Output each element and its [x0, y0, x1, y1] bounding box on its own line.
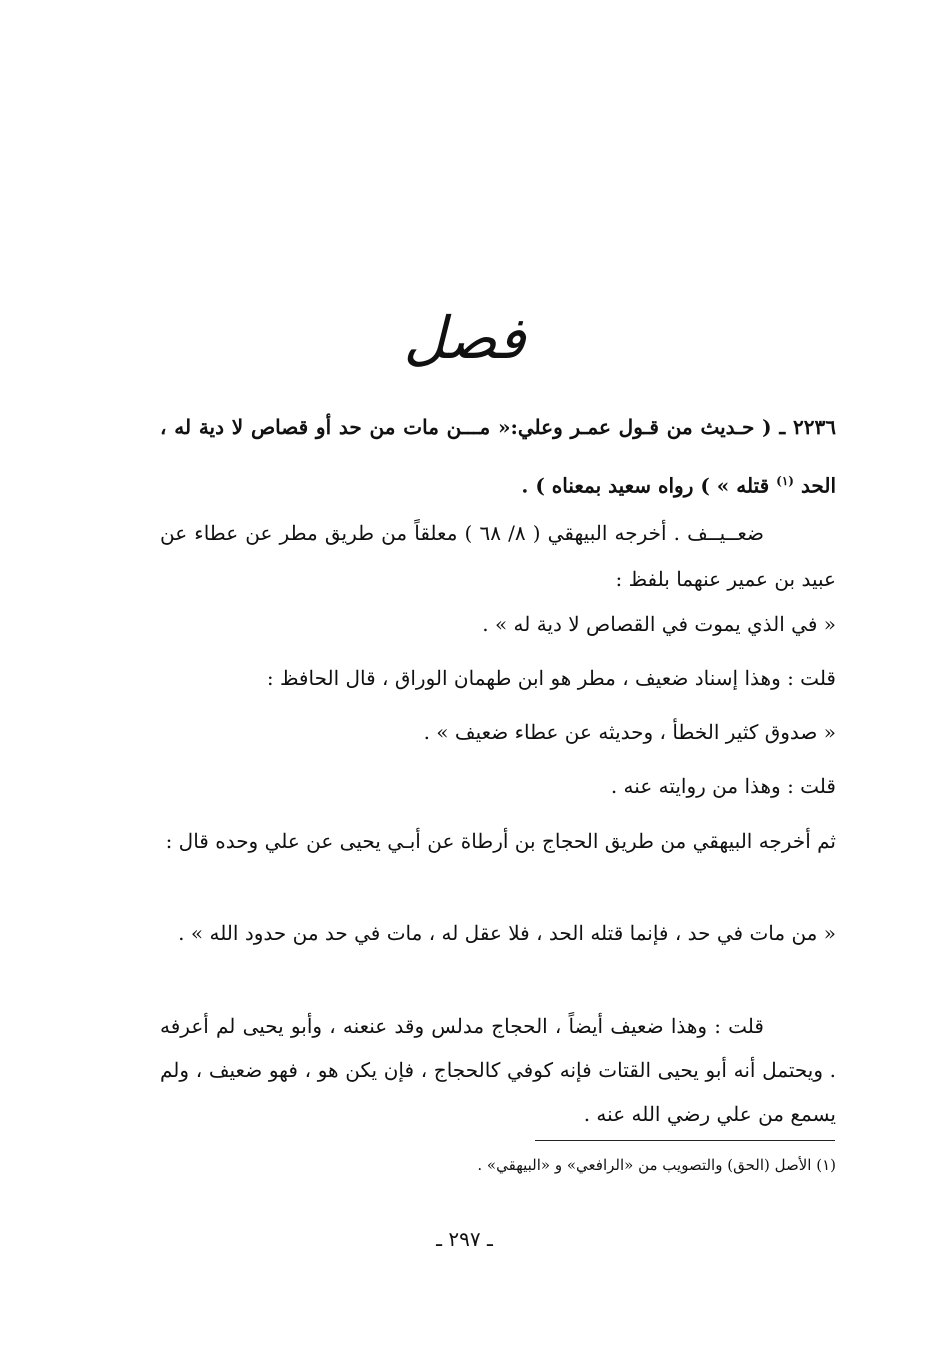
quote-hafiz: « صدوق كثير الخطأ ، وحديثه عن عطاء ضعيف » .	[423, 720, 836, 744]
paragraph-second-takhrij: ثم أخرجه البيهقي من طريق الحجاج بن أرطاة عن أبـي يحيى عن علي وحده قال :	[165, 829, 836, 853]
paragraph-isnad: قلت : وهذا إسناد ضعيف ، مطر هو ابن طهمان الوراق ، قال الحافظ :	[266, 666, 836, 690]
footnote-separator	[535, 1140, 835, 1141]
section-title: فصل	[403, 304, 526, 372]
footnote-marker: (١)	[776, 474, 794, 488]
paragraph-riwaya: قلت : وهذا من روايته عنه .	[610, 774, 836, 798]
hadith-text-before-note: ٢٢٣٦ ـ ( حـديث من قـول عمـر وعلي:« مـــن مات من حد أو قصاص لا دية له ، الحد	[160, 415, 836, 498]
hadith-text-after-note: قتله » ) رواه سعيد بمعناه ) .	[521, 473, 770, 498]
paragraph-conclusion: قلت : وهذا ضعيف أيضاً ، الحجاج مدلس وقد عنعنه ، وأبو يحيى لم أعرفه . ويحتمل أنه أبو يحيى القتات فإنه كوفي كالحجاج ، فإن يكن هو ، فهو ضعيف ، ولم يسمع من علي رضي الله عنه .	[160, 1014, 836, 1126]
quote-ali: « من مات في حد ، فإنما قتله الحد ، فلا عقل له ، مات في حد من حدود الله » .	[178, 921, 836, 945]
footnote: (١) الأصل (الحق) والتصويب من «الرافعي» و «البيهقي» .	[477, 1156, 836, 1174]
quote-first: « في الذي يموت في القصاص لا دية له » .	[482, 612, 836, 636]
paragraph-takhrij: ضعــيــف . أخرجه البيهقي ( ٨/ ٦٨ ) معلقاً من طريق مطر عن عطاء عن عبيد بن عمير عنهما بلفظ :	[160, 521, 836, 591]
hadith-text	[160, 400, 836, 513]
page-number: ـ ٢٩٧ ـ	[436, 1227, 493, 1251]
